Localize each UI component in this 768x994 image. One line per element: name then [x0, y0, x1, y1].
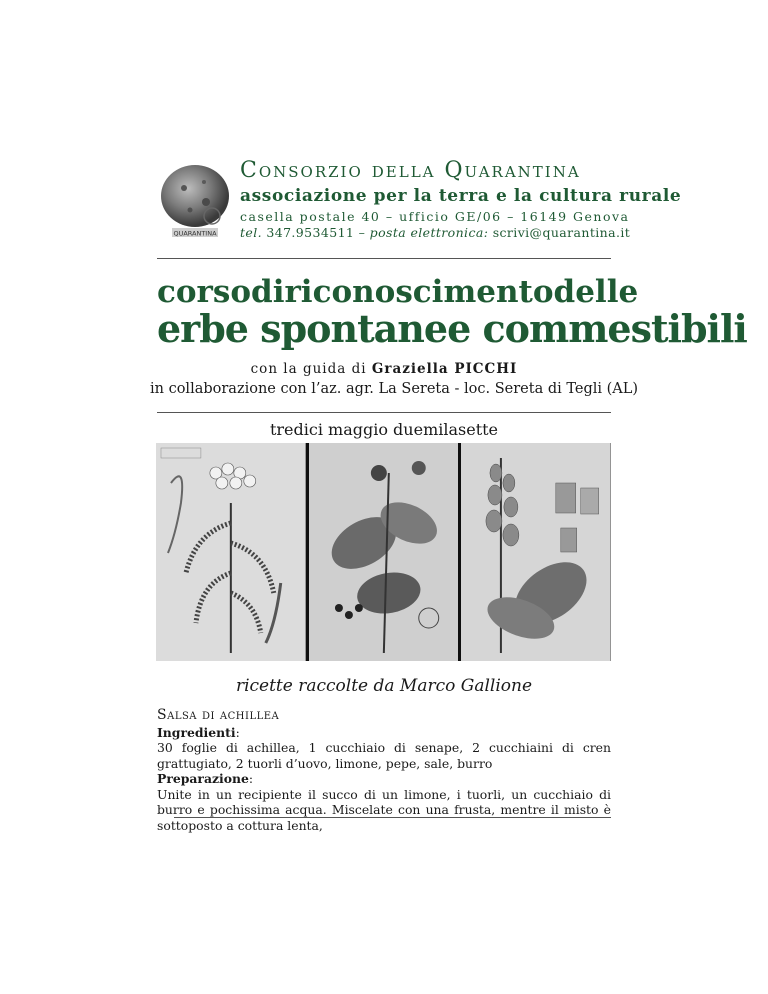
potato-logo-icon [156, 160, 234, 240]
plate-belladonna [309, 443, 459, 661]
divider-bottom [174, 817, 611, 818]
course-word: riconoscimento [284, 274, 554, 310]
event-date: tredici maggio duemilasette [269, 420, 499, 439]
recipe-section: Salsa di achillea Ingredienti: 30 foglie di achillea, 1 cucchiaio di senape, 2 cucchiaini di cren grattugiato, 2 tuorli d’uovo, limone, pepe, sale, burro Preparazione: Unite in un recipiente il succo di un limone, i tuorli, un cucchiaio di burro e pochissima acqua. Miscelate con una frusta, mentre il misto è sottoposto a cottura lenta, [157, 707, 611, 833]
recipe-title: Salsa di achillea [157, 707, 280, 723]
recipes-credit: ricette raccolte da Marco Gallione [235, 676, 533, 696]
tel-label: tel. [240, 225, 262, 240]
botanical-plates-image [156, 443, 611, 661]
course-word: di [251, 274, 285, 310]
divider-middle [157, 412, 611, 413]
ingredients-label: Ingredienti [157, 724, 236, 740]
org-address: casella postale 40 – ufficio GE/06 – 16149 Genova [240, 209, 630, 224]
mail-label: – posta elettronica: [358, 225, 489, 240]
divider-top [157, 258, 611, 259]
org-contacts [240, 225, 630, 240]
course-title-line2: erbe spontanee commestibili [157, 306, 747, 351]
guide-prefix: con la guida di [250, 361, 367, 377]
guide-line [157, 361, 611, 377]
org-tagline: associazione per la terra e la cultura rurale [240, 186, 682, 206]
org-name: Consorzio della Quarantina [240, 158, 581, 183]
collaboration-line: in collaborazione con l’az. agr. La Sereta - loc. Sereta di Tegli (AL) [150, 381, 639, 397]
preparation-text: Unite in un recipiente il succo di un limone, i tuorli, un cucchiaio di burro e pochissima acqua. Miscelate con una frusta, mentre il misto è sottoposto a cottura lenta, [157, 786, 611, 833]
course-word: corso [157, 274, 252, 310]
plate-digitalis [461, 443, 611, 661]
ingredients-text: 30 foglie di achillea, 1 cucchiaio di senape, 2 cucchiaini di cren grattugiato, 2 tuorli d’uovo, limone, pepe, sale, burro [157, 740, 611, 771]
course-title-line1 [157, 274, 639, 310]
email-link[interactable]: scrivi@quarantina.it [492, 225, 631, 240]
preparation-label: Preparazione [157, 771, 249, 786]
logo-text: QUARANTINA [173, 229, 217, 238]
plate-achillea [156, 443, 306, 661]
guide-name: Graziella PICCHI [371, 361, 518, 377]
tel-value[interactable]: 347.9534511 [266, 225, 355, 240]
course-word: delle [553, 274, 639, 310]
